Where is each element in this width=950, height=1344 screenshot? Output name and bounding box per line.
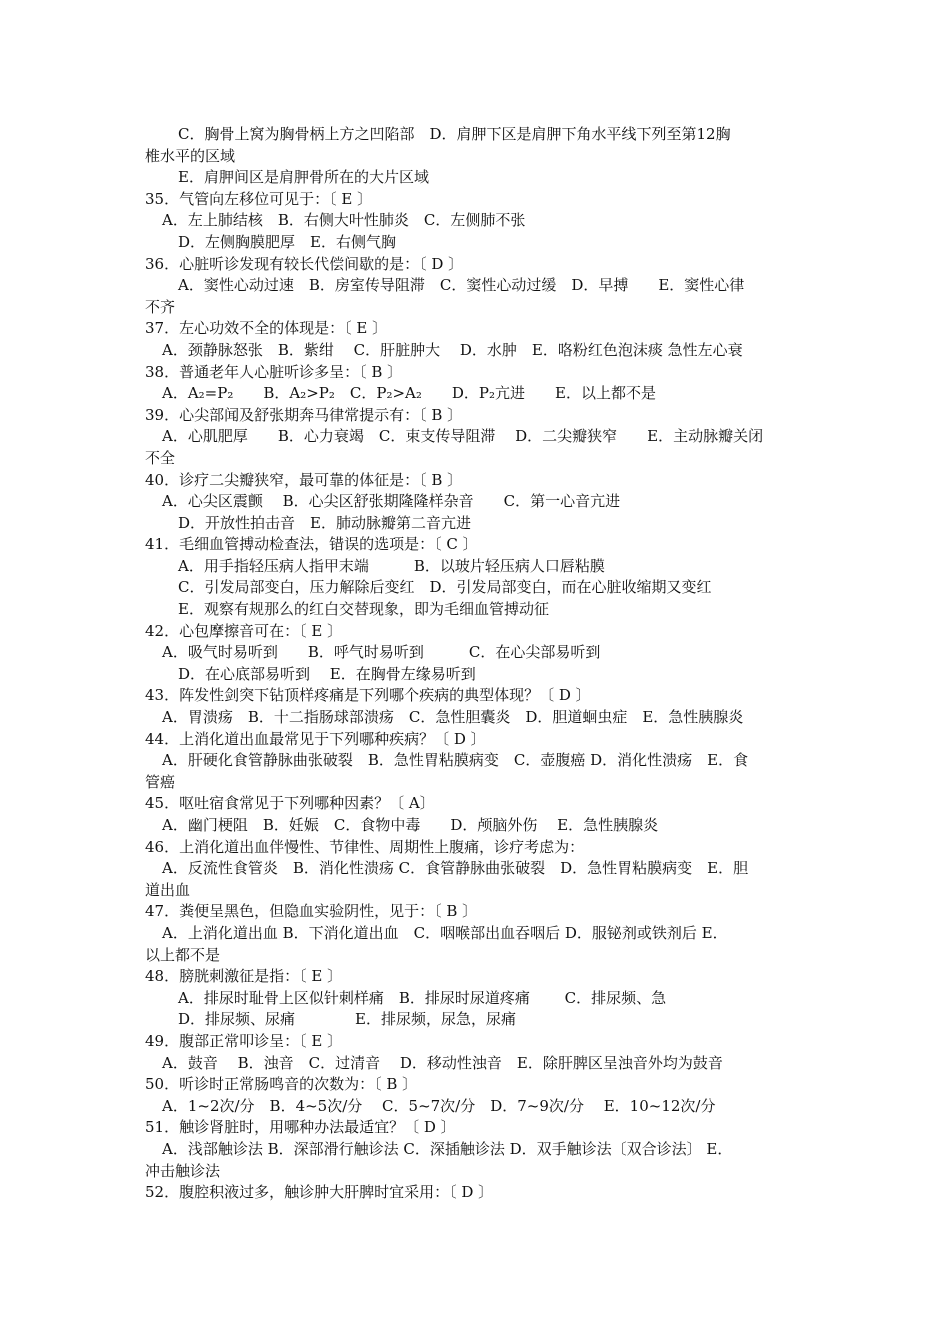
text-line: A．心肌肥厚 B．心力衰竭 C．束支传导阻滞 D．二尖瓣狭窄 E．主动脉瓣关闭 xyxy=(162,427,764,446)
text-line: 35．气管向左移位可见于：〔 E 〕 xyxy=(145,189,373,208)
text-line: A．用手指轻压病人指甲末端 B．以玻片轻压病人口唇粘膜 xyxy=(178,556,605,575)
text-line: 37．左心功效不全的体现是：〔 E 〕 xyxy=(145,319,388,338)
text-line: A．窦性心动过速 B．房室传导阻滞 C．窦性心动过缓 D．早搏 E．窦性心律 xyxy=(178,276,745,295)
text-line: 不齐 xyxy=(145,297,176,316)
text-line: E．肩胛间区是肩胛骨所在的大片区域 xyxy=(178,168,429,187)
text-line: 41．毛细血管搏动检查法，错误的选项是：〔 C 〕 xyxy=(145,535,478,554)
text-line: D．在心底部易听到 E．在胸骨左缘易听到 xyxy=(178,664,476,683)
text-line: A．胃溃疡 B．十二指肠球部溃疡 C．急性胆囊炎 D．胆道蛔虫症 E．急性胰腺炎 xyxy=(162,708,744,727)
text-line: 44．上消化道出血最常见于下列哪种疾病？〔 D 〕 xyxy=(145,729,486,748)
text-line: 冲击触诊法 xyxy=(145,1161,221,1180)
text-line: 不全 xyxy=(145,448,176,467)
text-line: 45．呕吐宿食常见于下列哪种因素？〔 A〕 xyxy=(145,794,435,813)
text-line: A．A₂=P₂ B．A₂>P₂ C．P₂>A₂ D．P₂亢进 E．以上都不是 xyxy=(162,384,656,403)
text-line: 52．腹腔积液过多，触诊肿大肝脾时宜采用：〔 D 〕 xyxy=(145,1183,494,1202)
text-line: 管癌 xyxy=(145,772,176,791)
text-line: C．引发局部变白，压力解除后变红 D．引发局部变白，而在心脏收缩期又变红 xyxy=(178,578,712,597)
text-line: A．浅部触诊法 B．深部滑行触诊法 C．深插触诊法 D．双手触诊法〔双合诊法〕 E． xyxy=(162,1139,733,1158)
text-line: 39．心尖部闻及舒张期奔马律常提示有：〔 B 〕 xyxy=(145,405,463,424)
text-line: A．反流性食管炎 B．消化性溃疡 C．食管静脉曲张破裂 D．急性胃粘膜病变 E．胆 xyxy=(162,859,749,878)
text-line: 36．心脏听诊发现有较长代偿间歇的是：〔 D 〕 xyxy=(145,254,464,273)
text-line: 椎水平的区域 xyxy=(145,146,236,165)
text-line: A．幽门梗阻 B．妊娠 C．食物中毒 D．颅脑外伤 E．急性胰腺炎 xyxy=(162,816,659,834)
text-line: 40．诊疗二尖瓣狭窄，最可靠的体征是：〔 B 〕 xyxy=(145,470,463,489)
text-line: D．排尿频、尿痛 E．排尿频，尿急，尿痛 xyxy=(178,1010,516,1029)
text-line: 50．听诊时正常肠鸣音的次数为：〔 B 〕 xyxy=(145,1075,418,1094)
text-line: A．吸气时易听到 B．呼气时易听到 C．在心尖部易听到 xyxy=(162,643,601,662)
text-line: 道出血 xyxy=(145,880,191,899)
text-line: A．肝硬化食管静脉曲张破裂 B．急性胃粘膜病变 C．壶腹癌 D．消化性溃疡 E．食 xyxy=(162,751,749,770)
text-line: 42．心包摩擦音可在：〔 E 〕 xyxy=(145,621,343,640)
text-line: A．左上肺结核 B．右侧大叶性肺炎 C．左侧肺不张 xyxy=(162,211,526,230)
text-line: D．左侧胸膜肥厚 E．右侧气胸 xyxy=(178,232,396,251)
text-line: A．鼓音 B．浊音 C．过清音 D．移动性浊音 E．除肝脾区呈浊音外均为鼓音 xyxy=(162,1053,723,1072)
text-line: 43．阵发性剑突下钻顶样疼痛是下列哪个疾病的典型体现？〔 D 〕 xyxy=(145,686,591,705)
text-line: A．上消化道出血 B．下消化道出血 C．咽喉部出血吞咽后 D．服铋剂或铁剂后 E． xyxy=(162,923,728,942)
text-line: A．1~2次/分 B．4~5次/分 C．5~7次/分 D．7~9次/分 E．10~12次/分 xyxy=(162,1096,716,1115)
text-line: 49．腹部正常叩诊呈：〔 E 〕 xyxy=(145,1031,343,1050)
text-line: C．胸骨上窝为胸骨柄上方之凹陷部 D．肩胛下区是肩胛下角水平线下列至第12胸 xyxy=(178,125,731,143)
text-line: 以上都不是 xyxy=(145,945,221,964)
text-line: D．开放性拍击音 E．肺动脉瓣第二音亢进 xyxy=(178,513,471,532)
text-line: A．心尖区震颤 B．心尖区舒张期隆隆样杂音 C．第一心音亢进 xyxy=(162,492,621,511)
text-line: 47．粪便呈黑色，但隐血实验阴性，见于：〔 B 〕 xyxy=(145,902,478,921)
text-line: 46．上消化道出血伴慢性、节律性、周期性上腹痛，诊疗考虑为： xyxy=(145,837,585,856)
document-page xyxy=(145,124,810,1204)
text-line: A．颈静脉怒张 B．紫绀 C．肝脏肿大 D．水肿 E．咯粉红色泡沫痰 急性左心衰 xyxy=(162,340,743,359)
text-line: 51．触诊肾脏时，用哪种办法最适宜？〔 D 〕 xyxy=(145,1118,456,1137)
text-line: E．观察有规那么的红白交替现象，即为毛细血管搏动征 xyxy=(178,600,549,619)
text-line: A．排尿时耻骨上区似针刺样痛 B．排尿时尿道疼痛 C．排尿频、急 xyxy=(178,988,667,1007)
text-line: 48．膀胱刺激征是指：〔 E 〕 xyxy=(145,967,343,986)
text-line: 38．普通老年人心脏听诊多呈：〔 B 〕 xyxy=(145,362,403,381)
